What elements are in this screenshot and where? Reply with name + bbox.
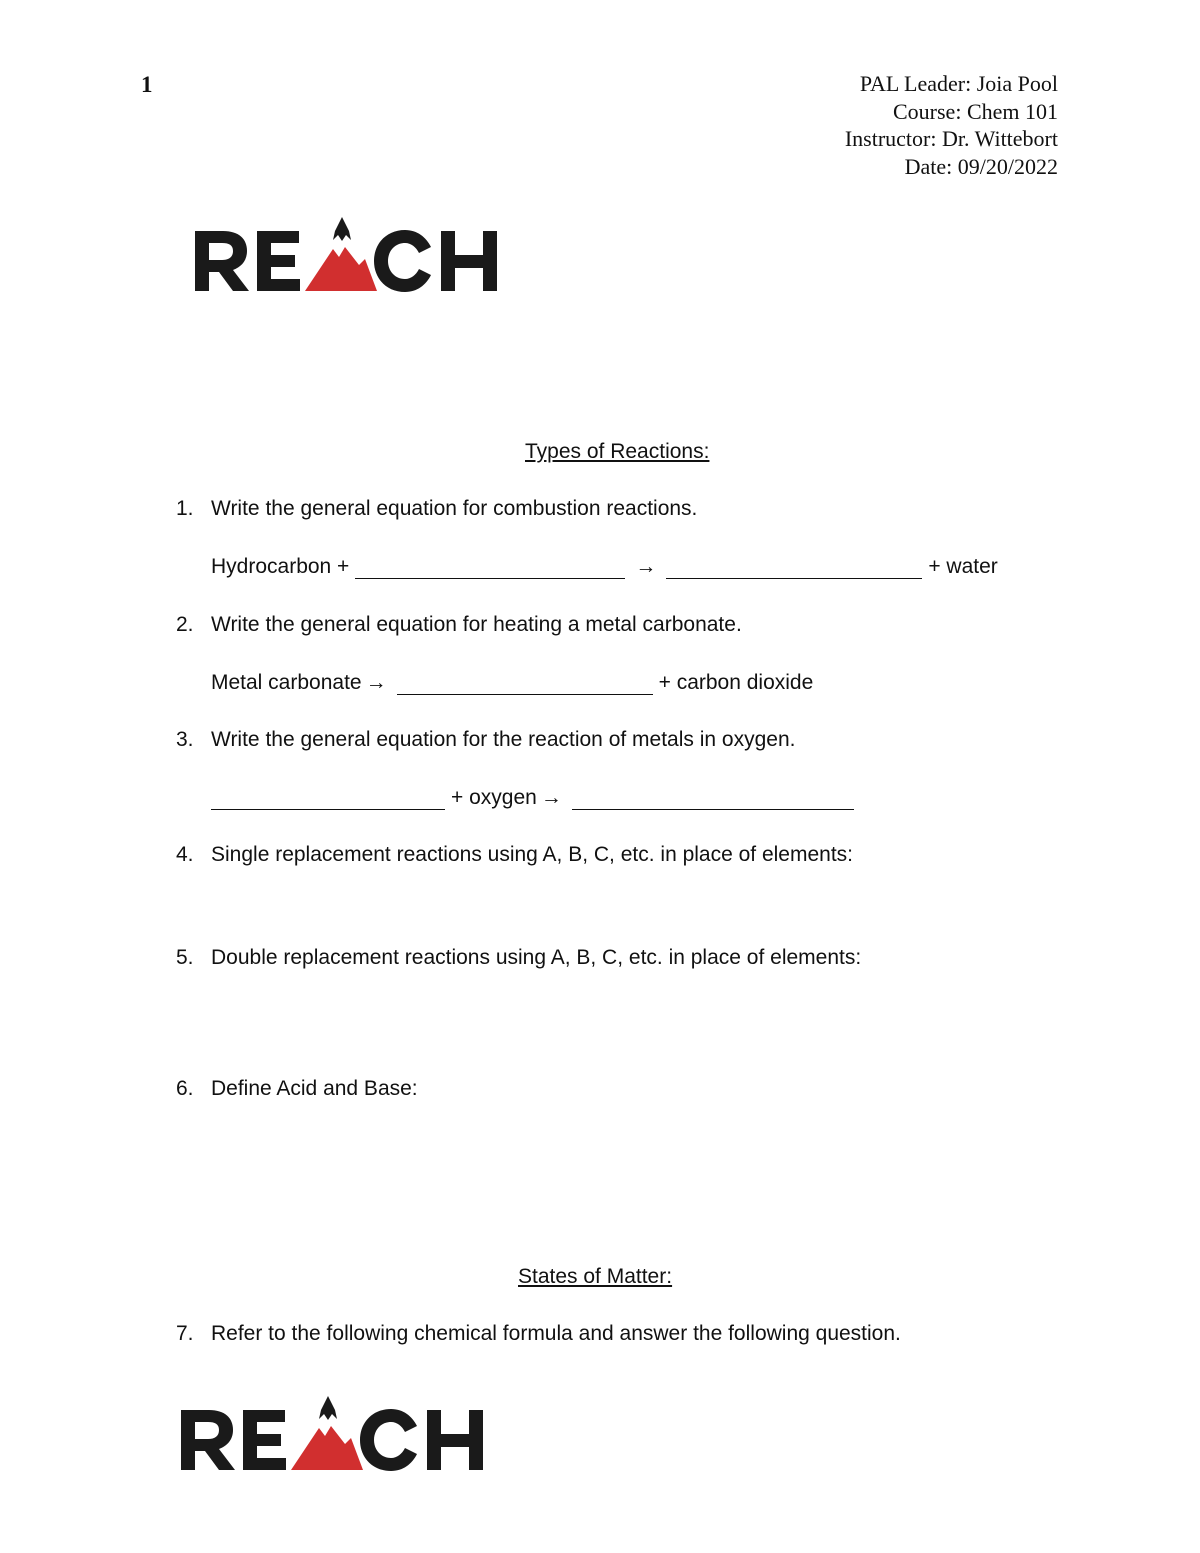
- logo-letter-e: [257, 231, 300, 291]
- question-7-text: Refer to the following chemical formula and answer the following question.: [211, 1322, 901, 1345]
- reactions-section-title: Types of Reactions:: [525, 440, 710, 463]
- arrow-icon: →: [540, 786, 562, 809]
- matter-section-title: States of Matter:: [518, 1265, 673, 1288]
- eq2-right: + carbon dioxide: [658, 671, 814, 694]
- instructor-line: Instructor: Dr. Wittebort: [844, 126, 1058, 151]
- metal-carbonate-equation: [211, 671, 813, 695]
- question-2-text: Write the general equation for heating a metal carbonate.: [211, 613, 742, 636]
- question-4-number: 4.: [176, 843, 194, 866]
- logo-letter-c: [360, 1409, 417, 1471]
- question-2-number: 2.: [176, 613, 194, 636]
- eq2-blank[interactable]: [397, 676, 653, 695]
- logo-letter-h: [427, 1410, 483, 1470]
- question-6-text: Define Acid and Base:: [211, 1077, 418, 1100]
- eq1-right: + water: [928, 555, 998, 578]
- mountain-icon: [291, 1396, 363, 1470]
- metal-oxygen-equation: [211, 786, 860, 810]
- pal-leader-line: PAL Leader: Joia Pool: [859, 71, 1058, 96]
- mountain-icon: [305, 217, 377, 291]
- page-number: 1: [141, 72, 153, 97]
- logo-letter-r: [181, 1410, 235, 1470]
- question-3-text: Write the general equation for the reaction of metals in oxygen.: [211, 728, 796, 751]
- question-7-number: 7.: [176, 1322, 194, 1345]
- reach-logo-footer: [179, 1392, 489, 1477]
- logo-letter-e: [243, 1410, 286, 1470]
- eq3-middle: + oxygen: [451, 786, 537, 809]
- date-line: Date: 09/20/2022: [904, 153, 1058, 179]
- eq1-blank-2[interactable]: [666, 560, 922, 579]
- question-1-number: 1.: [176, 497, 194, 520]
- question-6-number: 6.: [176, 1077, 194, 1100]
- question-1-text: Write the general equation for combustion reactions.: [211, 497, 698, 520]
- arrow-icon: →: [635, 555, 657, 578]
- question-5-text: Double replacement reactions using A, B, C, etc. in place of elements:: [211, 946, 862, 969]
- logo-letter-r: [195, 231, 249, 291]
- eq1-left: Hydrocarbon +: [211, 555, 350, 578]
- question-3-number: 3.: [176, 728, 194, 751]
- eq3-blank-1[interactable]: [211, 791, 445, 810]
- eq2-left: Metal carbonate: [211, 671, 362, 694]
- reach-logo: [193, 213, 503, 298]
- eq3-blank-2[interactable]: [572, 791, 854, 810]
- question-5-number: 5.: [176, 946, 194, 969]
- eq1-blank-1[interactable]: [355, 560, 625, 579]
- question-4-text: Single replacement reactions using A, B, C, etc. in place of elements:: [211, 843, 854, 866]
- header-info: [845, 70, 1058, 180]
- logo-letter-h: [441, 231, 497, 291]
- arrow-icon: →: [365, 671, 387, 694]
- combustion-equation: [211, 555, 998, 579]
- logo-letter-c: [374, 230, 431, 292]
- course-line: Course: Chem 101: [893, 98, 1058, 124]
